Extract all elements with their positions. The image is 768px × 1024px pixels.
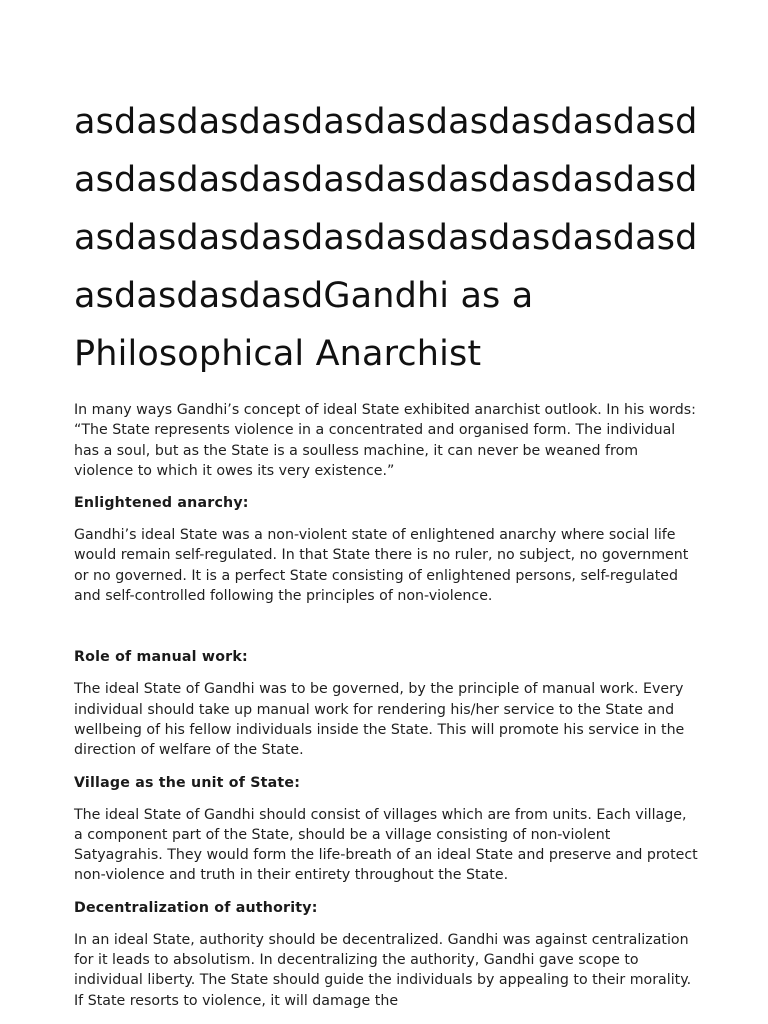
section-heading-village-unit: Village as the unit of State:: [74, 774, 301, 791]
section-heading-manual-work: Role of manual work:: [74, 649, 248, 666]
section-body-village-unit: The ideal State of Gandhi should consist of villages which are from units. Each village, a component part of the State, should be a village consisting of non-violent Satyagrahis. They would form the life-breath of an ideal State and preserve and protect non-violence and truth in their entirety throughout the State.: [74, 806, 698, 884]
section-body-decentralization: In an ideal State, authority should be decentralized. Gandhi was against centralization for it leads to absolutism. In decentralizing the authority, Gandhi gave scope to individual liberty. The State should guide the individuals by appealing to their morality. If State resorts to violence, it will damage the: [74, 931, 692, 1009]
section-heading-decentralization: Decentralization of authority:: [74, 899, 318, 916]
section-body-enlightened-anarchy: Gandhi’s ideal State was a non-violent state of enlightened anarchy where social life would remain self-regulated. In that State there is no ruler, no subject, no government or no governed. It is a perfect State consisting of enlightened persons, self-regulated and self-controlled following the principles of non-violence.: [74, 527, 689, 605]
intro-paragraph: In many ways Gandhi’s concept of ideal State exhibited anarchist outlook. In his words: “The State represents violence in a concentrated and organised form. The individual has a soul, but as the State is a soulless machine, it can never be weaned from violence to which it owes its very existence.”: [74, 402, 696, 479]
section-body-manual-work: The ideal State of Gandhi was to be governed, by the principle of manual work. Every individual should take up manual work for rendering his/her service to the State and wellbeing of his fellow individuals inside the State. This will promote his service in the direction of welfare of the State.: [74, 681, 685, 759]
document-title: asdasdasdasdasdasdasdasdasdasdasdasdasdasdasdasdasdasdasdasdasdasdasdasdasdasdasdasdasdasdasdasdasdasdGandhi as a Philosophical Anarchist: [74, 102, 698, 374]
section-heading-enlightened-anarchy: Enlightened anarchy:: [74, 495, 249, 512]
